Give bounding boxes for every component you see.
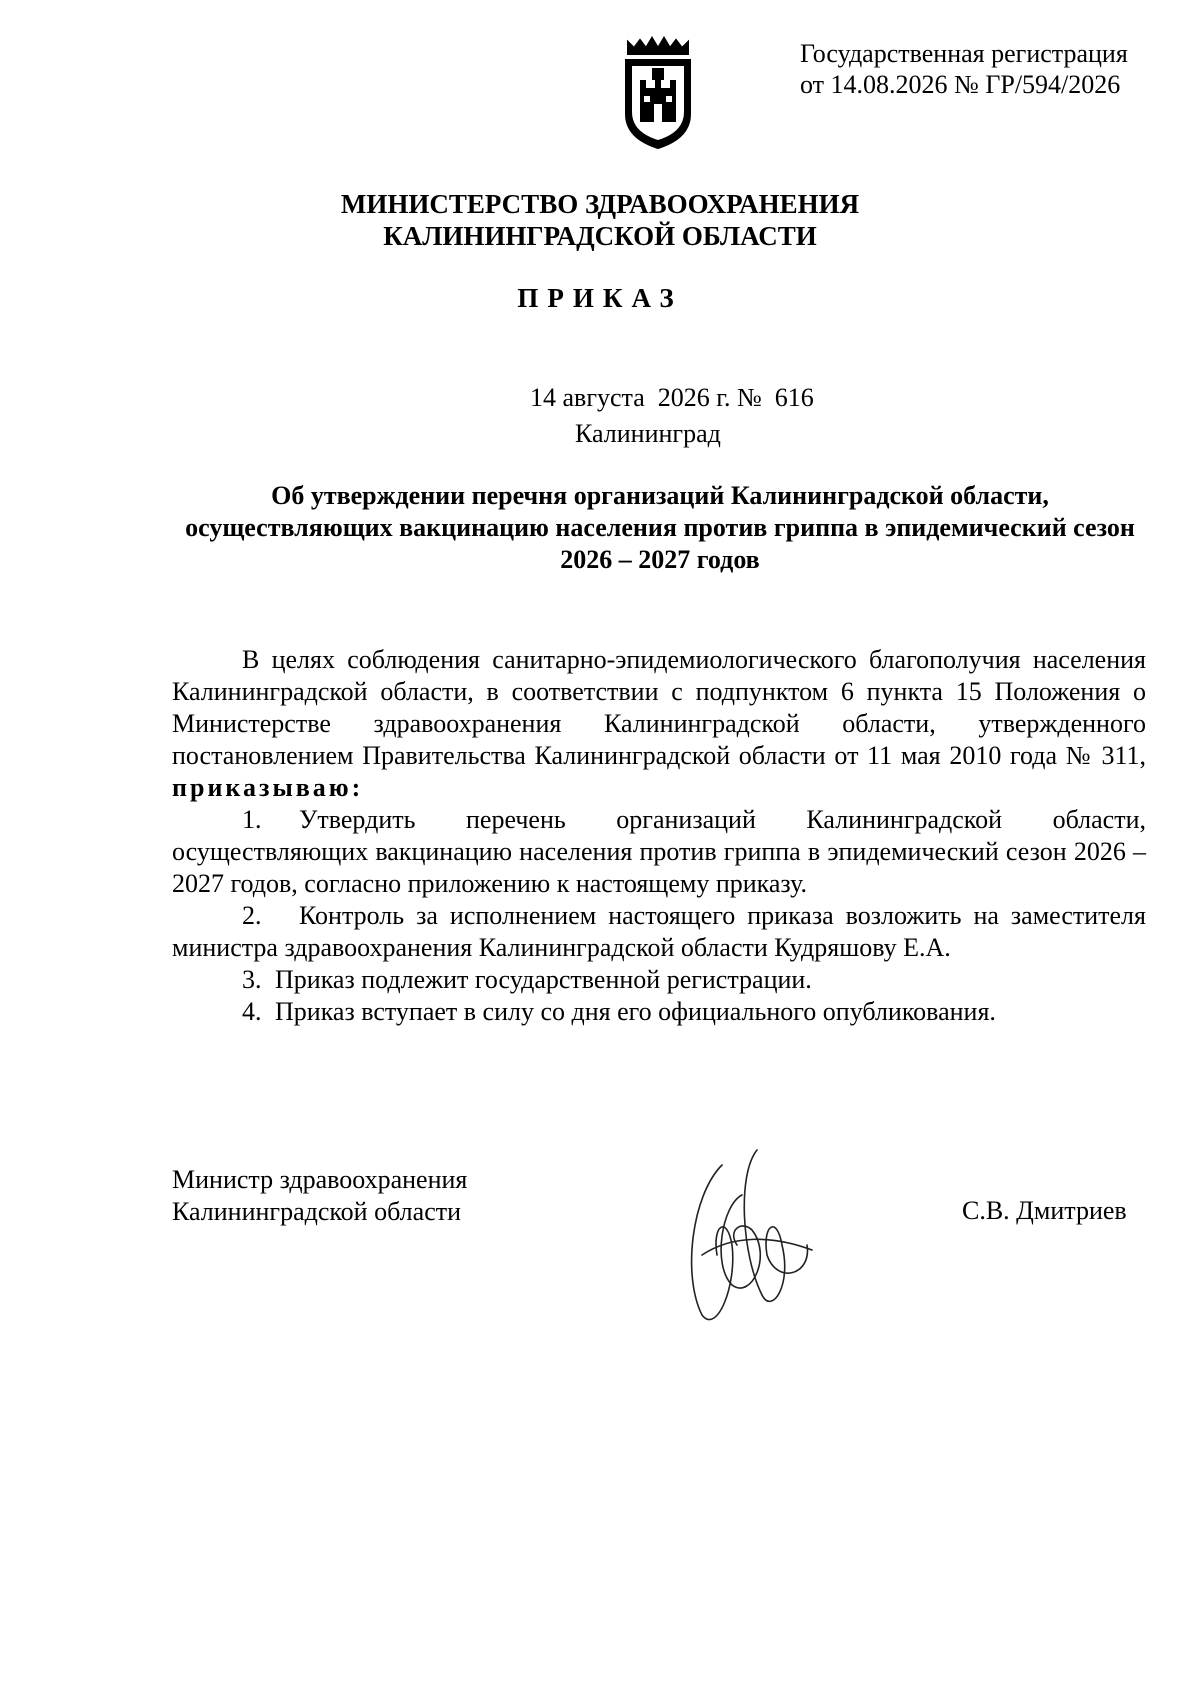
item-text: Контроль за исполнением настоящего приказа возложить на заместителя министра здравоохранения Калининградской области Кудряшову Е.А.: [172, 901, 1146, 962]
date-number: 14 августа 2026 г. № 616: [530, 383, 814, 412]
document-body: [172, 644, 1146, 1028]
ministry-line1: МИНИСТЕРСТВО ЗДРАВООХРАНЕНИЯ: [340, 189, 860, 219]
item-text: Утвердить перечень организаций Калининградской области, осуществляющих вакцинацию населения против гриппа в эпидемический сезон 2026 – 2027 годов, согласно приложению к настоящему приказу.: [172, 805, 1146, 898]
handwritten-signature: [682, 1135, 822, 1335]
preamble-paragraph: [172, 644, 1146, 804]
ministry-name: [0, 188, 1200, 252]
item-number: 4.: [242, 997, 262, 1026]
list-item: [172, 900, 1146, 964]
position-line2: Калининградской области: [172, 1197, 462, 1226]
document-type: ПРИКАЗ: [517, 283, 683, 313]
signatory-name: С.В. Дмитриев: [962, 1196, 1127, 1225]
preamble-text: В целях соблюдения санитарно-эпидемиологического благополучия населения Калининградской области, в соответствии с подпунктом 6 пункта 15 Положения о Министерстве здравоохранения Калининградской области, утвержденного постановлением Правительства Калининградской области от 11 мая 2010 года № 311,: [172, 645, 1146, 770]
item-text: Приказ вступает в силу со дня его официального опубликования.: [275, 997, 996, 1026]
registration-line1: Государственная регистрация: [800, 39, 1128, 68]
item-number: 1.: [242, 805, 262, 834]
registration-line2: от 14.08.2026 № ГР/594/2026: [800, 70, 1121, 99]
signatory-position: [172, 1164, 467, 1228]
position-line1: Министр здравоохранения: [172, 1165, 468, 1194]
list-item: [172, 996, 1146, 1028]
list-item: [172, 964, 1146, 996]
item-number: 3.: [242, 965, 262, 994]
item-number: 2.: [242, 901, 262, 930]
city: Калининград: [575, 419, 721, 448]
coat-of-arms-icon: [618, 34, 698, 152]
registration-stamp: [800, 38, 1128, 100]
order-word: приказываю:: [172, 773, 364, 802]
ministry-line2: КАЛИНИНГРАДСКОЙ ОБЛАСТИ: [383, 221, 817, 251]
item-text: Приказ подлежит государственной регистрации.: [275, 965, 812, 994]
list-item: [172, 804, 1146, 900]
document-title: Об утверждении перечня организаций Калининградской области, осуществляющих вакцинацию населения против гриппа в эпидемический сезон 2026 – 2027 годов: [185, 481, 1135, 574]
